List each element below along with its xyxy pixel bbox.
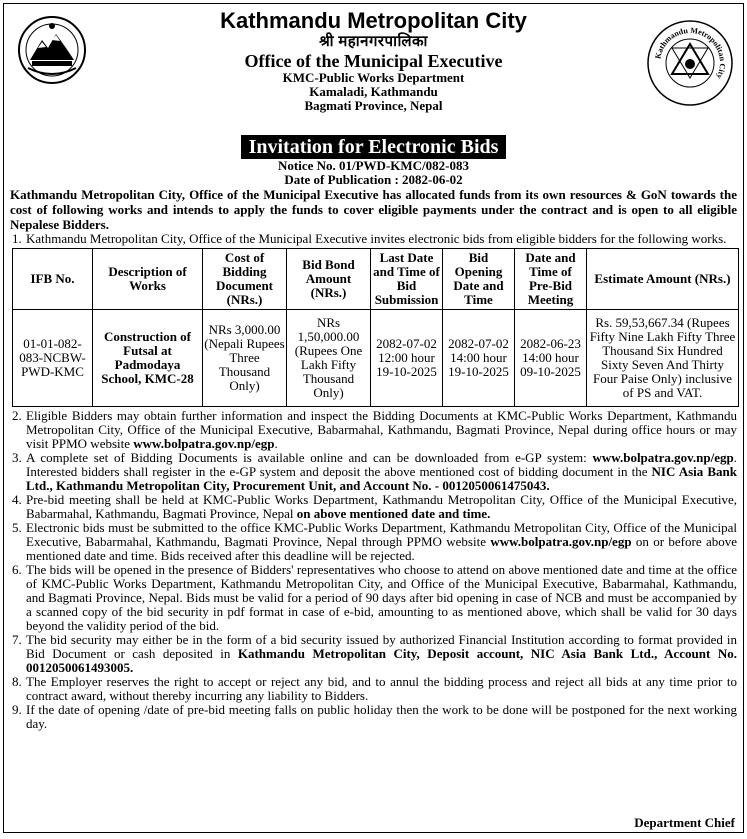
clause-link: www.bolpatra.gov.np/egp [592, 450, 734, 465]
clause-text-continued: on or before above mentioned date and time. Bids received after this deadline will be rejected. [26, 534, 737, 563]
clause-text-continued: . Interested bidders shall register in the e-GP system and deposit the above mentioned cost of bidding document in the [26, 450, 737, 479]
deposit-account-details: Kathmandu Metropolitan City, Deposit account, NIC Asia Bank Ltd., Account No. 0012050061493005. [26, 646, 737, 675]
clause-text: The bids will be opened in the presence of Bidders' representatives who choose to attend on above mentioned date and time at the office of KMC-Public Works Department, Kathmandu Metropolitan City, and Office of the Municipal Executive, Babarmahal, Kathmandu, and Bagmati Province, Nepal. Bids must be valid for a period of 90 days after bid opening in case of NCB and must be accompanied by a scanned copy of the bid security in pdf format in case of e-bid, amounting to as mentioned above, which shall be valid for 30 days beyond the validity period of the bid. [26, 562, 737, 633]
clause-number: 5. [12, 520, 22, 535]
clause-emphasis: on above mentioned date and time. [296, 506, 491, 521]
header-estimate: Estimate Amount (NRs.) [587, 249, 739, 310]
bid-invitation-banner: Invitation for Electronic Bids [241, 135, 507, 159]
clause-6 [4, 563, 743, 633]
address-line-1: Kamaladi, Kathmandu [309, 84, 438, 99]
signature-title: Department Chief [634, 815, 735, 830]
header-pre-bid: Date and Time of Pre-Bid Meeting [515, 249, 587, 310]
clause-text: The Employer reserves the right to accept or reject any bid, and to annul the bidding process and reject all bids at any time prior to contract award, without thereby incurring any liability to Bidders. [26, 674, 737, 703]
clause-text: Electronic bids must be submitted to the office KMC-Public Works Department, Kathmandu Metropolitan City, Office of the Municipal Executive, Babarmahal, Kathmandu, Bagmati Province, Nepal through PPMO website [26, 520, 737, 549]
notice-page [3, 3, 744, 833]
clause-9 [4, 703, 743, 731]
publication-date: Date of Publication : 2082-06-02 [284, 172, 463, 187]
clause-number: 3. [12, 450, 22, 465]
header-bid-bond: Bid Bond Amount (NRs.) [287, 249, 371, 310]
city-title: Kathmandu Metropolitan City [220, 8, 527, 33]
cell-ifb-no: 01-01-082-083-NCBW-PWD-KMC [13, 310, 93, 407]
cell-bid-opening: 2082-07-02 14:00 hour 19-10-2025 [443, 310, 515, 407]
clause-text: The bid security may either be in the form of a bid security issued by authorized Financial Institution according to format provided in Bid Document or cash deposited in [26, 632, 737, 661]
clause-number: 4. [12, 492, 22, 507]
clause-5 [4, 521, 743, 563]
header-description: Description of Works [93, 249, 203, 310]
cell-last-date: 2082-07-02 12:00 hour 19-10-2025 [371, 310, 443, 407]
clause-text-end: . [274, 436, 278, 451]
clause-7 [4, 633, 743, 675]
header [4, 8, 743, 136]
city-title-nepali: श्री महानगरपालिका [319, 34, 428, 50]
department-name: KMC-Public Works Department [282, 70, 465, 85]
header-bid-opening: Bid Opening Date and Time [443, 249, 515, 310]
header-ifb-no: IFB No. [13, 249, 93, 310]
clause-number: 1. [12, 231, 22, 246]
table-row [13, 310, 739, 407]
clause-link: www.bolpatra.gov.np/egp [490, 534, 632, 549]
official-seal-icon [645, 18, 735, 108]
seal-text: Kathmandu Metropolitan City [653, 25, 728, 81]
cell-description: Construction of Futsal at Padmodaya School, KMC-28 [93, 310, 203, 407]
office-title: Office of the Municipal Executive [244, 51, 503, 71]
clause-link: www.bolpatra.gov.np/egp [133, 436, 275, 451]
clause-number: 6. [12, 562, 22, 577]
clause-4 [4, 493, 743, 521]
clause-2 [4, 409, 743, 451]
header-last-date: Last Date and Time of Bid Submission [371, 249, 443, 310]
notice-number: Notice No. 01/PWD-KMC/082-083 [278, 158, 469, 173]
header-cost: Cost of Bidding Document (NRs.) [203, 249, 287, 310]
cell-estimate: Rs. 59,53,667.34 (Rupees Fifty Nine Lakh Fifty Three Thousand Six Hundred Sixty Seven And Thirty Four Paise Only) inclusive of PS and VAT. [587, 310, 739, 407]
bank-account-details: NIC Asia Bank Ltd., Kathmandu Metropolitan City, Procurement Unit, and Account No. - 0012050061475043. [26, 464, 737, 493]
clause-number: 2. [12, 408, 22, 423]
clause-3 [4, 451, 743, 493]
clause-number: 7. [12, 632, 22, 647]
clause-8 [4, 675, 743, 703]
clause-text: A complete set of Bidding Documents is available online and can be downloaded from e-GP system: [26, 450, 593, 465]
clause-number: 9. [12, 702, 22, 717]
clause-1 [4, 232, 743, 246]
clause-text: Eligible Bidders may obtain further information and inspect the Bidding Documents at KMC-Public Works Department, Kathmandu Metropolitan City, Office of the Municipal Executive, Babarmahal, Kathmandu, Bagmati Province, Nepal during office hours or may visit PPMO website [26, 408, 737, 451]
cell-cost: NRs 3,000.00 (Nepali Rupees Three Thousand Only) [203, 310, 287, 407]
bids-table [12, 248, 739, 407]
clause-text: Kathmandu Metropolitan City, Office of the Municipal Executive invites electronic bids from eligible bidders for the following works. [26, 231, 727, 246]
intro-paragraph: Kathmandu Metropolitan City, Office of the Municipal Executive has allocated funds from its own resources & GoN towards the cost of following works and intends to apply the funds to cover eligible payments under the contract and is open to all eligible Nepalese Bidders. [10, 187, 737, 232]
clause-number: 8. [12, 674, 22, 689]
svg-text:Kathmandu Metropolitan City [653, 26, 727, 81]
kmc-emblem-icon [14, 14, 90, 86]
address-line-2: Bagmati Province, Nepal [304, 98, 443, 113]
cell-pre-bid: 2082-06-23 14:00 hour 09-10-2025 [515, 310, 587, 407]
clause-text: If the date of opening /date of pre-bid meeting falls on public holiday then the work to be done will be postponed for the next working day. [26, 702, 737, 731]
cell-bid-bond: NRs 1,50,000.00 (Rupees One Lakh Fifty Thousand Only) [287, 310, 371, 407]
clause-text: Pre-bid meeting shall be held at KMC-Public Works Department, Kathmandu Metropolitan City, Office of the Municipal Executive, Babarmahal, Kathmandu, Bagmati Province, Nepal [26, 492, 737, 521]
table-header-row [13, 249, 739, 310]
